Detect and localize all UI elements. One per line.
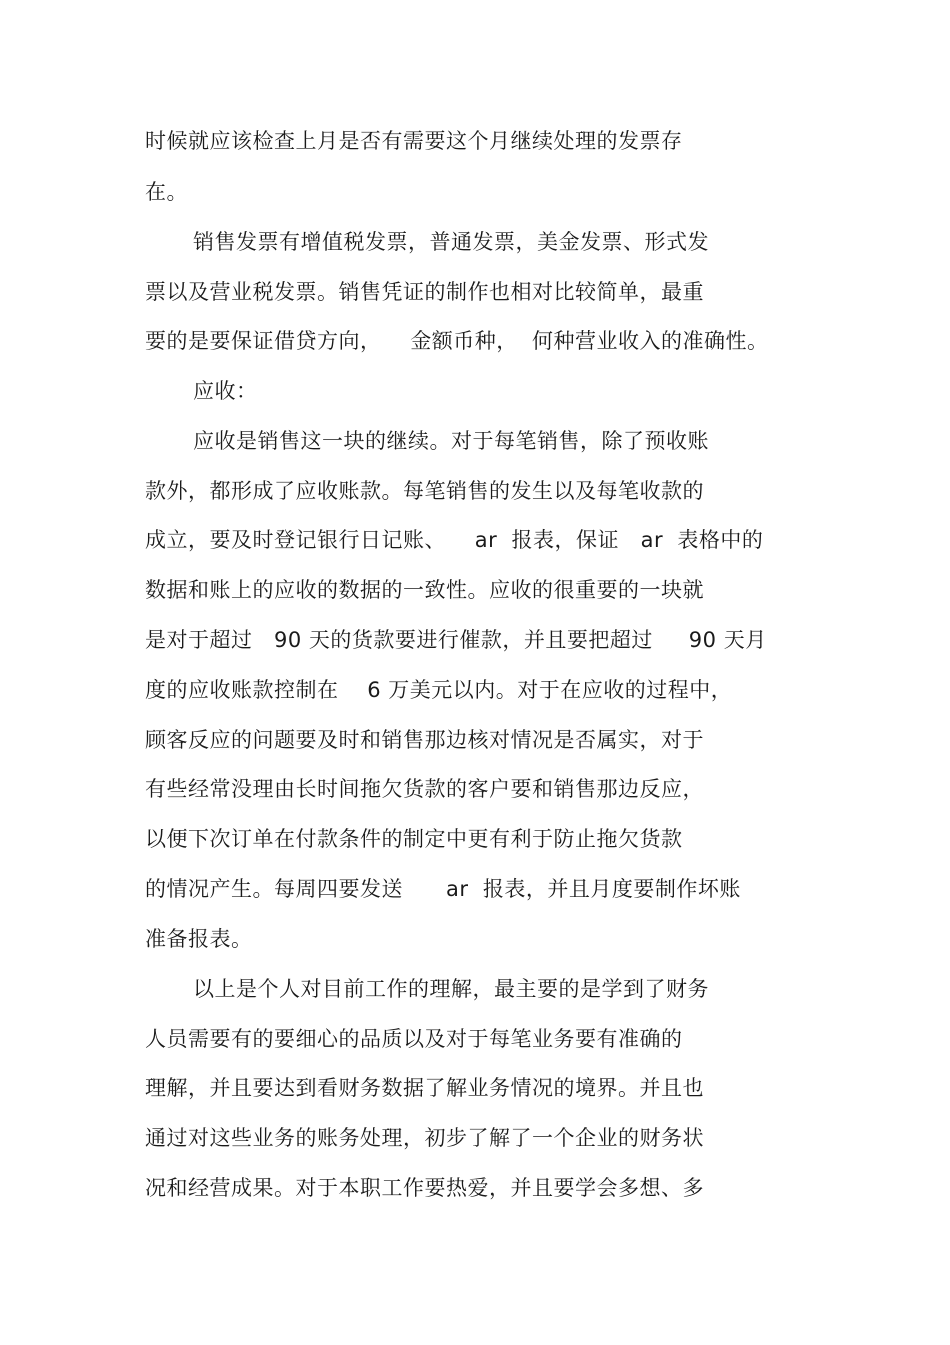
paragraph-start-line: 销售发票有增值税发票，普通发票，美金发票、形式发 (193, 230, 709, 254)
text-line: 况和经营成果。对于本职工作要热爱，并且要学会多想、多 (145, 1176, 704, 1200)
text-line: 在。 (145, 180, 188, 204)
text-line: 顾客反应的问题要及时和销售那边核对情况是否属实，对于 (145, 728, 704, 752)
text-line: 是对于超过 90 天的货款要进行催款，并且要把超过 90 天月 (145, 628, 767, 652)
text-line: 票以及营业税发票。销售凭证的制作也相对比较简单，最重 (145, 280, 704, 304)
text-line: 度的应收账款控制在 6 万美元以内。对于在应收的过程中， (145, 678, 733, 702)
text-line: 理解，并且要达到看财务数据了解业务情况的境界。并且也 (145, 1076, 704, 1100)
paragraph-start-line: 以上是个人对目前工作的理解，最主要的是学到了财务 (193, 977, 709, 1001)
section-heading: 应收： (193, 379, 258, 403)
text-line: 人员需要有的要细心的品质以及对于每笔业务要有准确的 (145, 1027, 683, 1051)
text-line: 的情况产生。每周四要发送 ar 报表，并且月度要制作坏账 (145, 877, 741, 901)
text-line: 以便下次订单在付款条件的制定中更有利于防止拖欠货款 (145, 827, 683, 851)
text-line: 通过对这些业务的账务处理，初步了解了一个企业的财务状 (145, 1126, 704, 1150)
text-line: 数据和账上的应收的数据的一致性。应收的很重要的一块就 (145, 578, 704, 602)
text-line: 款外，都形成了应收账款。每笔销售的发生以及每笔收款的 (145, 479, 704, 503)
paragraph-start-line: 应收是销售这一块的继续。对于每笔销售，除了预收账 (193, 429, 709, 453)
text-line: 时候就应该检查上月是否有需要这个月继续处理的发票存 (145, 129, 683, 153)
text-line: 准备报表。 (145, 927, 253, 951)
text-line: 要的是要保证借贷方向， 金额币种， 何种营业收入的准确性。 (145, 329, 769, 353)
text-line: 有些经常没理由长时间拖欠货款的客户要和销售那边反应， (145, 777, 704, 801)
text-line: 成立，要及时登记银行日记账、 ar 报表，保证 ar 表格中的 (145, 528, 764, 552)
